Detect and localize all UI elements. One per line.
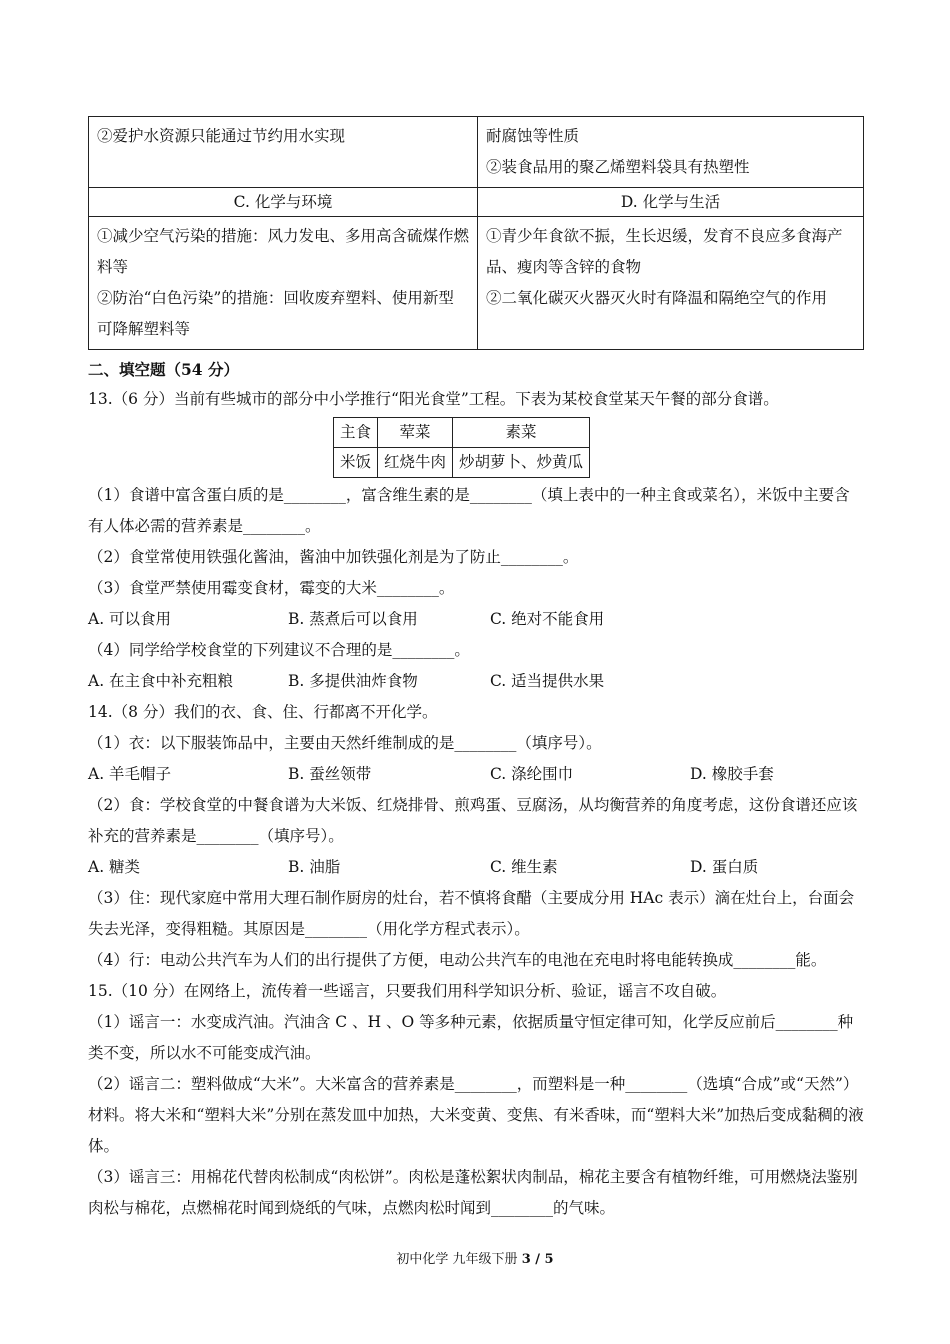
cell-text: ②二氧化碳灭火器灭火时有降温和隔绝空气的作用 [486, 289, 828, 307]
question-13-stem: 13.（6 分）当前有些城市的部分中小学推行“阳光食堂”工程。下表为某校食堂某天午餐的部分食谱。 [88, 390, 779, 408]
cell-text: ②防治“白色污染”的措施：回收废弃塑料、使用新型可降解塑料等 [97, 289, 454, 338]
table-header-d: D. 化学与生活 [478, 188, 864, 217]
option: B. 蒸煮后可以食用 [288, 610, 418, 628]
menu-header: 主食 [334, 418, 378, 448]
page-footer [0, 1248, 950, 1267]
option: D. 蛋白质 [690, 858, 759, 876]
option: C. 适当提供水果 [490, 672, 605, 690]
menu-value: 炒胡萝卜、炒黄瓜 [453, 448, 590, 478]
menu-value: 红烧牛肉 [378, 448, 453, 478]
footer-text: 初中化学 九年级下册 [396, 1252, 522, 1267]
section-title: 二、填空题（54 分） [88, 360, 239, 379]
question-13-part-2: （2）食堂常使用铁强化酱油，酱油中加铁强化剂是为了防止________。 [88, 548, 579, 566]
table-header-c: C. 化学与环境 [89, 188, 478, 217]
question-13-part-3: （3）食堂严禁使用霉变食材，霉变的大米________。 [88, 579, 455, 597]
question-15-part-2: （2）谣言二：塑料做成“大米”。大米富含的营养素是________，而塑料是一种________（选填“合成”或“天然”）材料。将大米和“塑料大米”分别在蒸发皿中加热，大米变黄、变焦、有米香味，而“塑料大米”加热后变成黏稠的液体。 [88, 1075, 864, 1155]
page-content [88, 116, 864, 1224]
menu-value: 米饭 [334, 448, 378, 478]
option: A. 羊毛帽子 [88, 765, 172, 783]
cell-text: 耐腐蚀等性质 [486, 127, 580, 145]
question-15-part-3: （3）谣言三：用棉花代替肉松制成“肉松饼”。肉松是蓬松絮状肉制品，棉花主要含有植物纤维，可用燃烧法鉴别肉松与棉花，点燃棉花时闻到烧纸的气味，点燃肉松时闻到________的气味。 [88, 1168, 858, 1217]
option: C. 绝对不能食用 [490, 610, 605, 628]
question-13-part-4-options [88, 666, 864, 697]
table-cell [89, 217, 478, 350]
cell-text: ①青少年食欲不振，生长迟缓，发育不良应多食海产品、瘦肉等含锌的食物 [486, 227, 843, 276]
table-cell [478, 217, 864, 350]
option: A. 糖类 [88, 858, 141, 876]
option: A. 可以食用 [88, 610, 172, 628]
question-14-part-1: （1）衣：以下服装饰品中，主要由天然纤维制成的是________（填序号）。 [88, 734, 602, 752]
question-13-part-3-options [88, 604, 864, 635]
option: B. 油脂 [288, 858, 341, 876]
menu-table [333, 417, 590, 478]
menu-header: 荤菜 [378, 418, 453, 448]
question-14-stem: 14.（8 分）我们的衣、食、住、行都离不开化学。 [88, 703, 438, 721]
question-14-part-1-options [88, 759, 864, 790]
question-14-part-2: （2）食：学校食堂的中餐食谱为大米饭、红烧排骨、煎鸡蛋、豆腐汤，从均衡营养的角度考虑，这份食谱还应该补充的营养素是________（填序号）。 [88, 796, 858, 845]
question-13-part-1: （1）食谱中富含蛋白质的是________，富含维生素的是________（填上表中的一种主食或菜名），米饭中主要含有人体必需的营养素是________。 [88, 486, 850, 535]
page-number: 3 / 5 [521, 1252, 554, 1267]
knowledge-table [88, 116, 864, 350]
option: B. 多提供油炸食物 [288, 672, 418, 690]
cell-text: ②装食品用的聚乙烯塑料袋具有热塑性 [486, 158, 750, 176]
option: A. 在主食中补充粗粮 [88, 672, 234, 690]
option: B. 蚕丝领带 [288, 765, 372, 783]
question-13-part-4: （4）同学给学校食堂的下列建议不合理的是________。 [88, 641, 470, 659]
question-14-part-4: （4）行：电动公共汽车为人们的出行提供了方便，电动公共汽车的电池在充电时将电能转换成________能。 [88, 951, 827, 969]
question-15-stem: 15.（10 分）在网络上，流传着一些谣言，只要我们用科学知识分析、验证，谣言不攻自破。 [88, 982, 727, 1000]
table-cell [89, 117, 478, 188]
table-cell [478, 117, 864, 188]
cell-text: ①减少空气污染的措施：风力发电、多用高含硫煤作燃料等 [97, 227, 470, 276]
question-14-part-2-options [88, 852, 864, 883]
option: D. 橡胶手套 [690, 765, 774, 783]
option: C. 维生素 [490, 858, 558, 876]
menu-header: 素菜 [453, 418, 590, 448]
question-15-part-1: （1）谣言一：水变成汽油。汽油含 C 、H 、O 等多种元素，依据质量守恒定律可知，化学反应前后________种类不变，所以水不可能变成汽油。 [88, 1013, 854, 1062]
option: C. 涤纶围巾 [490, 765, 574, 783]
question-14-part-3: （3）住：现代家庭中常用大理石制作厨房的灶台，若不慎将食醋（主要成分用 HAc 表示）滴在灶台上，台面会失去光泽，变得粗糙。其原因是________（用化学方程式表示）。 [88, 889, 855, 938]
cell-text: ②爱护水资源只能通过节约用水实现 [97, 127, 346, 145]
